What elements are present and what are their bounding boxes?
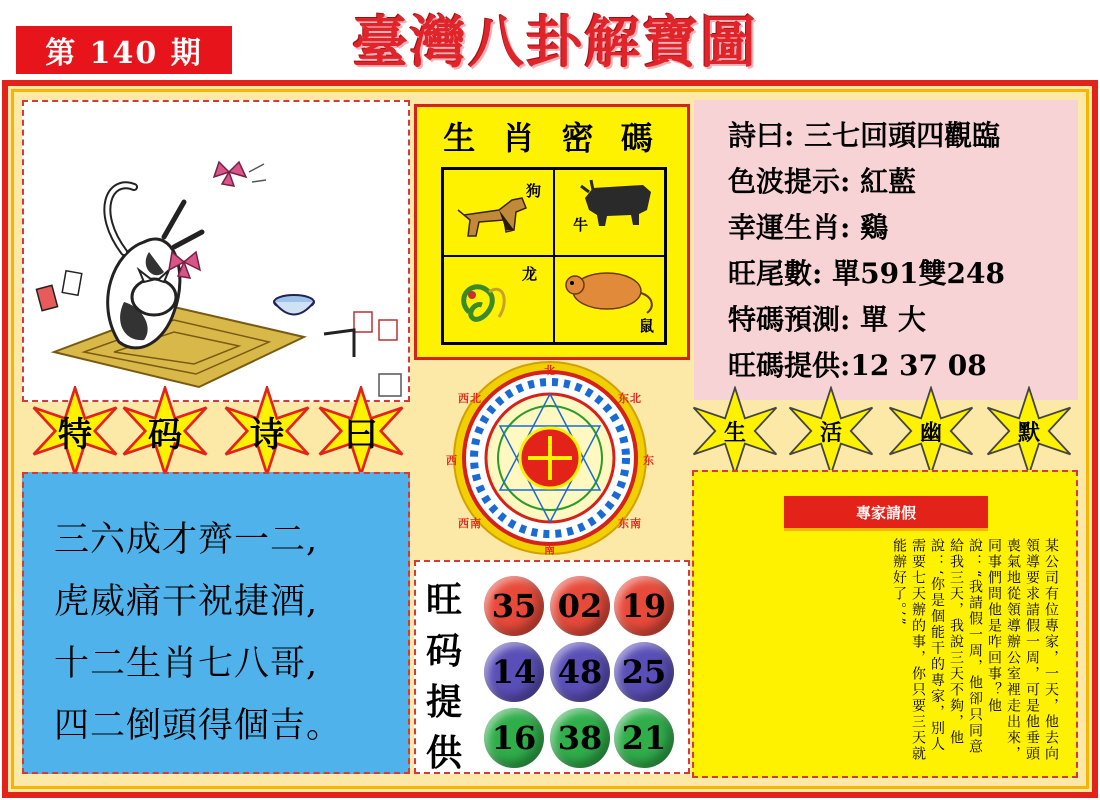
star-label: 码 xyxy=(148,414,182,455)
hot-numbers-char: 码 xyxy=(425,630,462,672)
number-ball: 14 xyxy=(484,642,544,702)
number-ball: 02 xyxy=(550,576,610,636)
issue-badge: 第 140 期 xyxy=(16,26,232,74)
hot-numbers-char: 供 xyxy=(425,732,462,774)
star-label: 特 xyxy=(58,414,92,455)
ox-icon xyxy=(555,170,665,256)
story-text: 某公司有位專家，一天，他去向領導要求請假一周，可是他垂頭喪氣地從領導辦公室裡走出來，同事們問他是咋回事？他說：“我請假一周，他卻只同意給我三天，我說三天不夠，他說：‘你是個能干的專家，別人需要七天辦的事，你只要三天就能辦好了。’” xyxy=(891,538,1059,762)
zodiac-label-ox: 牛 xyxy=(573,216,589,234)
cat-illustration xyxy=(22,100,410,402)
info-panel xyxy=(694,100,1078,400)
cat-drawing xyxy=(24,102,408,400)
hot-numbers-label xyxy=(422,572,466,772)
compass-label: 北 xyxy=(630,392,641,405)
hot-numbers-char: 旺 xyxy=(425,579,462,621)
info-hot-numbers: 旺碼提供:12 37 08 xyxy=(728,349,987,382)
page-title: 臺灣八卦解寶圖 xyxy=(352,10,758,76)
zodiac-cell-rat xyxy=(554,256,665,343)
hot-numbers-panel xyxy=(414,560,690,774)
info-tail-numbers: 旺尾數: 單591雙248 xyxy=(728,257,1005,290)
star-label: 活 xyxy=(819,419,842,446)
number-ball: 48 xyxy=(550,642,610,702)
info-poem: 詩曰: 三七回頭四觀臨 xyxy=(728,119,1001,152)
poem-line: 三六成才齊一二, xyxy=(54,520,319,560)
compass-label: 南 xyxy=(544,543,555,556)
star-badge xyxy=(30,386,120,476)
zodiac-cell-dog xyxy=(443,169,554,256)
compass-label: 西 xyxy=(458,392,469,405)
number-ball: 16 xyxy=(484,708,544,768)
poem-panel xyxy=(22,472,410,774)
zodiac-code-title: 生 肖 密 碼 xyxy=(443,119,661,157)
zodiac-cell-dragon xyxy=(443,256,554,343)
zodiac-label-rat: 鼠 xyxy=(638,317,654,335)
info-special-prediction: 特碼預測: 單 大 xyxy=(728,303,926,336)
bagua-compass xyxy=(440,360,660,556)
star-label: 默 xyxy=(1017,419,1040,446)
compass-label: 东 xyxy=(643,454,654,467)
dragon-icon xyxy=(444,257,554,343)
compass-label: 西 xyxy=(446,454,457,467)
zodiac-cell-ox xyxy=(554,169,665,256)
zodiac-label-dog: 狗 xyxy=(525,182,541,200)
hot-numbers-char: 提 xyxy=(425,681,462,723)
star-badge xyxy=(222,386,312,476)
compass-label: 东 xyxy=(618,392,629,405)
poem-line: 四二倒頭得個吉。 xyxy=(54,706,343,746)
star-label: 曰 xyxy=(344,414,378,455)
info-lucky-zodiac: 幸運生肖: 鷄 xyxy=(728,211,889,244)
star-badge xyxy=(786,386,876,476)
number-ball: 35 xyxy=(484,576,544,636)
zodiac-label-dragon: 龙 xyxy=(522,265,538,283)
compass-label: 西 xyxy=(458,517,469,530)
star-label: 生 xyxy=(723,419,746,446)
compass-label: 南 xyxy=(630,517,641,530)
info-color-hint: 色波提示: 紅藍 xyxy=(728,165,917,198)
star-badge xyxy=(886,386,976,476)
star-badge xyxy=(120,386,210,476)
zodiac-code-panel xyxy=(414,104,690,360)
compass-label: 南 xyxy=(470,517,481,530)
story-header: 專家請假 xyxy=(784,496,988,528)
humor-story-panel xyxy=(692,470,1078,778)
compass-label: 东 xyxy=(618,517,629,530)
star-label: 诗 xyxy=(250,414,284,455)
number-ball: 38 xyxy=(550,708,610,768)
number-ball: 19 xyxy=(614,576,674,636)
star-badge xyxy=(690,386,780,476)
star-badge xyxy=(316,386,406,476)
compass-label: 北 xyxy=(544,364,555,377)
poem-line: 十二生肖七八哥, xyxy=(54,644,319,684)
star-label: 幽 xyxy=(919,419,942,446)
number-ball: 25 xyxy=(614,642,674,702)
number-ball: 21 xyxy=(614,708,674,768)
compass-label: 北 xyxy=(470,392,481,405)
zodiac-grid xyxy=(441,167,667,345)
star-badge xyxy=(984,386,1074,476)
poem-line: 虎威痛干祝捷酒, xyxy=(54,582,319,622)
